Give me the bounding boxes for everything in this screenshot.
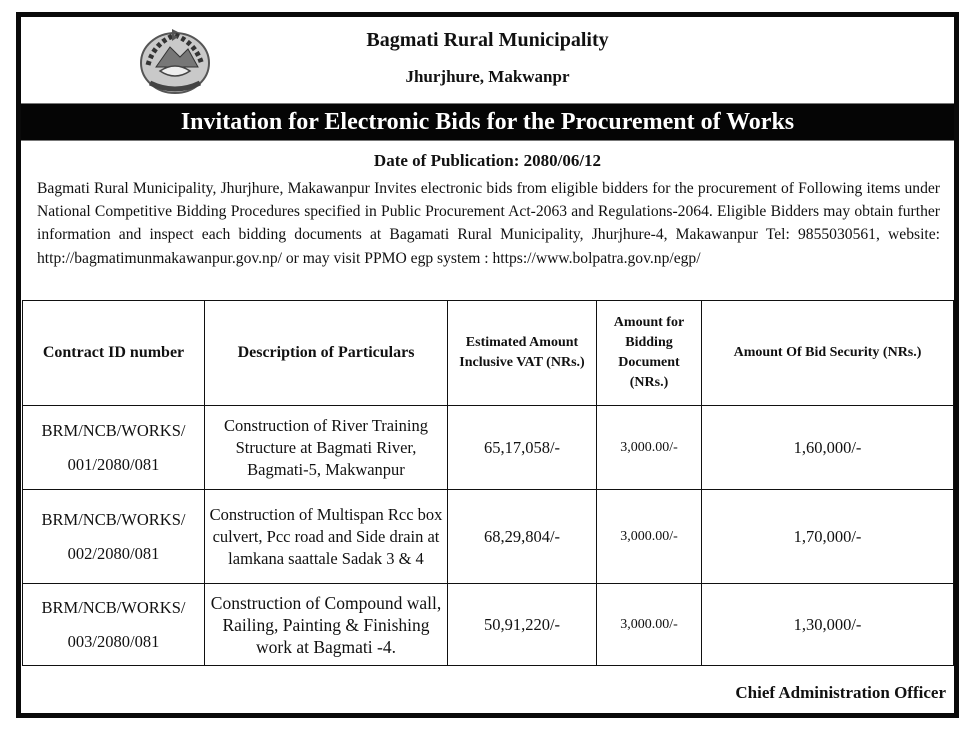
notice-body: Bagmati Rural Municipality, Jhurjhure, Makawanpur Invites electronic bids from eligible bidders for the procurement of Following items under National Competitive Bidding Procedures specified in Public Procurement Act-2063 and Regulations-2064. Eligible Bidders may obtain further information and inspect each bidding documents at Bagamati Rural Municipality, Jhurjhure-4, Makawanpur Tel: 9855030561, website: http://bagmatimunmakawanpur.gov.np/ or may visit PPMO egp system : https://www.bolpatra.gov.np/egp/: [37, 180, 940, 267]
bidding-document-amount-cell: 3,000.00/-: [597, 406, 702, 490]
table-header-row: [23, 301, 954, 406]
contract-id-line2: 001/2080/081: [67, 454, 160, 474]
header-bidding-document-amount: Amount for Bidding Document (NRs.): [597, 301, 702, 406]
contract-id-line1: BRM/NCB/WORKS/: [41, 597, 186, 617]
publication-date: Date of Publication: 2080/06/12: [373, 151, 602, 170]
description-cell: Construction of Multispan Rcc box culvert, Pcc road and Side drain at lamkana saattale Sadak 3 & 4: [205, 490, 448, 584]
bid-security-cell: 1,60,000/-: [702, 406, 954, 490]
contract-id-cell: [23, 490, 205, 584]
table-row: [23, 490, 954, 584]
organization-name: Bagmati Rural Municipality: [366, 29, 609, 51]
notice-header: [21, 17, 954, 104]
estimated-amount-cell: 50,91,220/-: [448, 584, 597, 666]
description-cell: Construction of River Training Structure at Bagmati River, Bagmati-5, Makwanpur: [205, 406, 448, 490]
notice-title: Invitation for Electronic Bids for the Procurement of Works: [21, 104, 954, 141]
contract-id-line1: BRM/NCB/WORKS/: [41, 420, 186, 440]
organization-address: Jhurjhure, Makwanpr: [405, 67, 570, 86]
bidding-document-amount-cell: 3,000.00/-: [597, 584, 702, 666]
bid-security-cell: 1,30,000/-: [702, 584, 954, 666]
bid-security-cell: 1,70,000/-: [702, 490, 954, 584]
bids-table: [22, 300, 954, 666]
table-row: [23, 584, 954, 666]
contract-id-line1: BRM/NCB/WORKS/: [41, 509, 186, 529]
notice-frame: [16, 12, 959, 718]
signatory: Chief Administration Officer: [735, 683, 946, 702]
table-row: [23, 406, 954, 490]
contract-id-line2: 003/2080/081: [67, 631, 160, 651]
contract-id-line2: 002/2080/081: [67, 543, 160, 563]
header-estimated-amount: Estimated Amount Inclusive VAT (NRs.): [448, 301, 597, 406]
contract-id-cell: [23, 406, 205, 490]
description-cell: Construction of Compound wall, Railing, Painting & Finishing work at Bagmati -4.: [205, 584, 448, 666]
header-bid-security: Amount Of Bid Security (NRs.): [702, 301, 954, 406]
estimated-amount-cell: 65,17,058/-: [448, 406, 597, 490]
header-contract-id: Contract ID number: [23, 301, 205, 406]
contract-id-cell: [23, 584, 205, 666]
estimated-amount-cell: 68,29,804/-: [448, 490, 597, 584]
bidding-document-amount-cell: 3,000.00/-: [597, 490, 702, 584]
header-description: Description of Particulars: [205, 301, 448, 406]
